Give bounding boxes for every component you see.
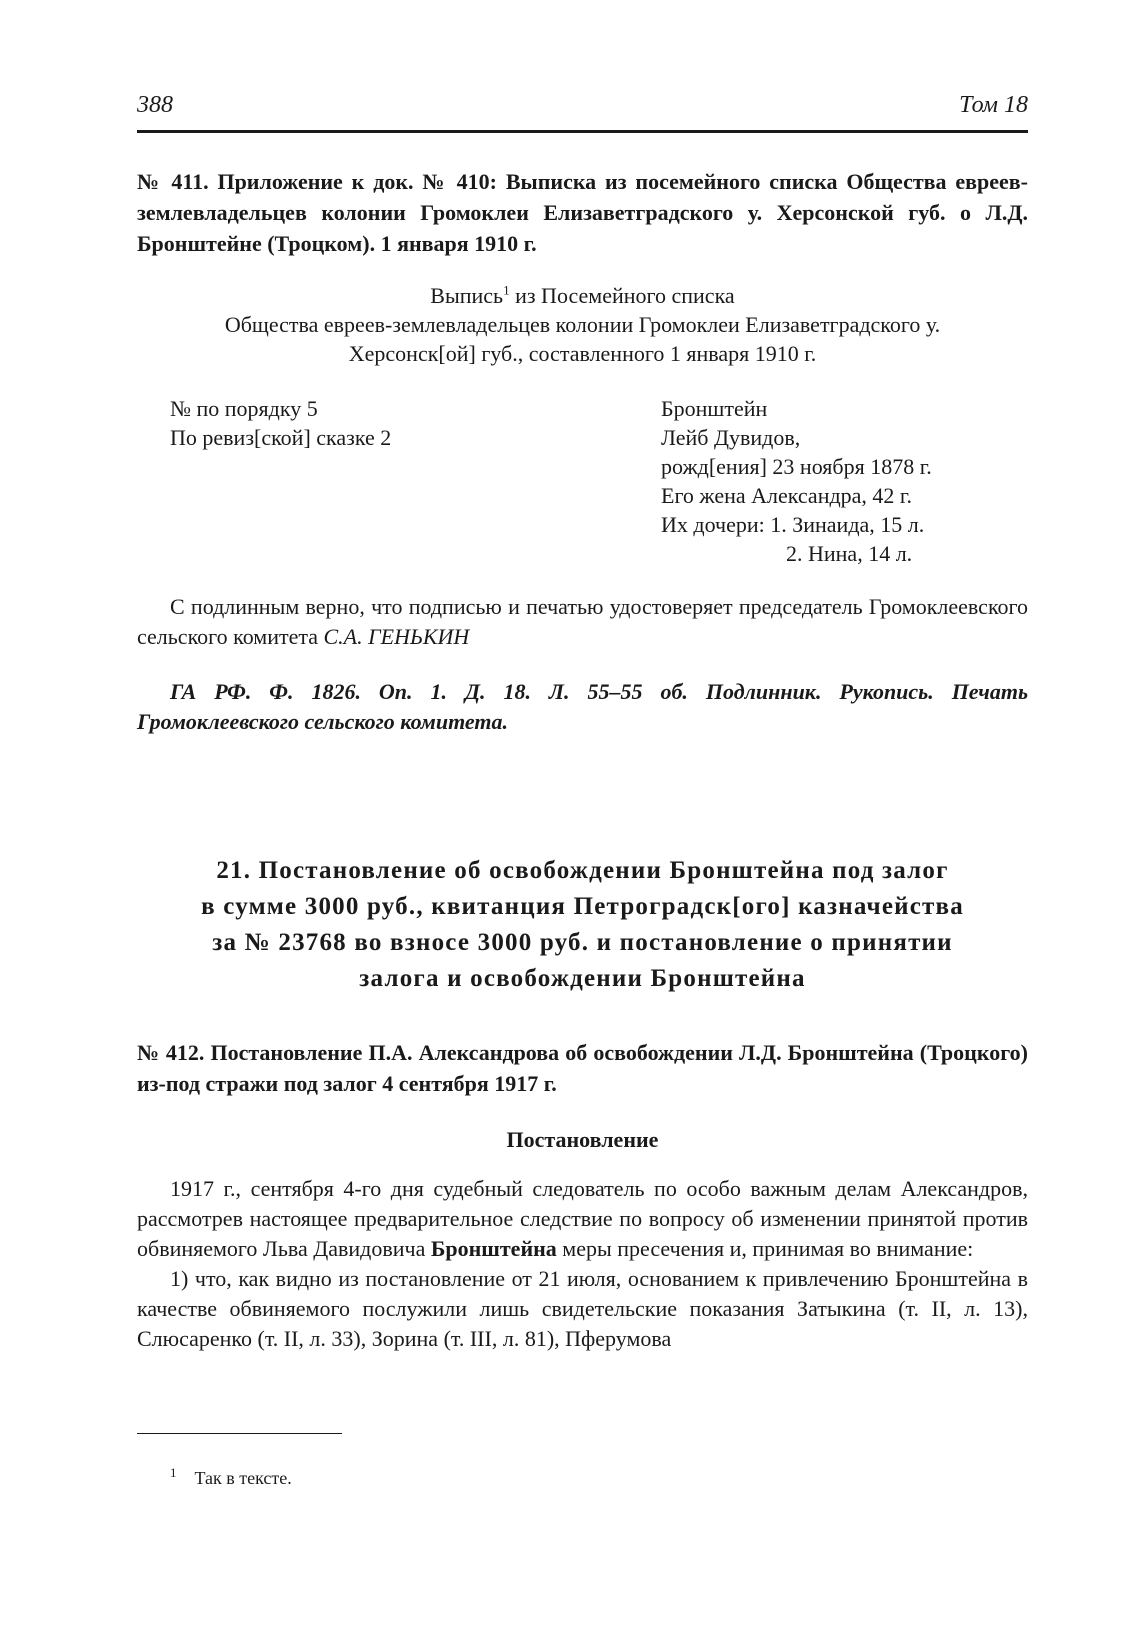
footnote-marker: 1 — [170, 1465, 177, 1480]
paragraph: 1) что, как видно из постановление от 21 июля, основанием к привлечению Бронштейна в качестве обвиняемого послужили лишь свидетельские показания Затыкина (т. II, л. 13), Слюсаренко (т. II, л. 33), Зорина (т. III, л. 81), Пферумова — [137, 1266, 1028, 1351]
doc-411-heading-line-2: Общества евреев-землевладельцев колонии Громоклеи Елизаветградского у. — [224, 312, 941, 337]
register-wife: Его жена Александра, 42 г. — [661, 483, 912, 508]
register-left-column — [170, 394, 391, 452]
footnote-ref: 1 — [503, 282, 510, 298]
section-title-line: в сумме 3000 руб., квитанция Петроградск[ого] казначейства — [201, 893, 964, 920]
doc-412-subheading: Постановление — [506, 1127, 659, 1152]
doc-411-heading — [137, 281, 1028, 368]
section-title-line: 21. Постановление об освобождении Бронштейна под залог — [216, 857, 949, 884]
register-daughter-2: 2. Нина, 14 л. — [786, 541, 913, 566]
doc-411-heading-line-1: Выпись$^1$ из Посемейного списка — [430, 282, 735, 308]
section-title-line: залога и освобождении Бронштейна — [359, 965, 806, 992]
register-name: Лейб Дувидов, — [661, 425, 801, 450]
register-surname: Бронштейн — [661, 396, 768, 421]
signer-name: С.А. ГЕНЬКИН — [323, 624, 470, 649]
doc-411-title: № 411. Приложение к док. № 410: Выписка из посемейного списка Общества евреев-землевладельцев колонии Громоклеи Елизаветградского у. Херсонской губ. о Л.Д. Бронштейне (Троцком). 1 января 1910 г. — [137, 169, 1028, 256]
bold-name: Бронштейна — [430, 1236, 557, 1261]
doc-412-body — [137, 1174, 1028, 1354]
doc-411-source: ГА РФ. Ф. 1826. Оп. 1. Д. 18. Л. 55–55 об. Подлинник. Рукопись. Печать Громоклеевского сельского комитета. — [137, 679, 1028, 734]
doc-411-certification: С подлинным верно, что подписью и печатью удостоверяет председатель Громоклеевского сельского комитета С.А. ГЕНЬКИН — [137, 594, 1028, 649]
section-title-line: за № 23768 во взносе 3000 руб. и постановление о принятии — [212, 929, 953, 956]
page-number: 388 — [137, 92, 173, 118]
footnote-text: Так в тексте. — [194, 1468, 292, 1488]
footnote-rule — [137, 1433, 342, 1434]
register-revision-number: По ревиз[ской] сказке 2 — [170, 425, 392, 450]
section-21-title — [137, 853, 1028, 997]
header-rule — [137, 130, 1028, 133]
register-daughter-1: Их дочери: 1. Зинаида, 15 л. — [661, 512, 925, 537]
volume-label: Том 18 — [959, 92, 1028, 118]
register-right-column — [661, 394, 932, 568]
register-birth: рожд[ения] 23 ноября 1878 г. — [661, 454, 932, 479]
doc-411-heading-line-3: Херсонск[ой] губ., составленного 1 января 1910 г. — [348, 341, 817, 366]
paragraph: 1917 г., сентября 4-го дня судебный следователь по особо важным делам Александров, рассмотрев настоящее предварительное следствие по вопросу об изменении принятой против обвиняемого Льва Давидовича Бронштейна меры пресечения и, принимая во внимание: — [137, 1176, 1028, 1261]
register-order-number: № по порядку 5 — [170, 396, 318, 421]
footnote — [170, 1465, 292, 1489]
doc-412-title: № 412. Постановление П.А. Александрова об освобождении Л.Д. Бронштейна (Троцкого) из-под стражи под залог 4 сентября 1917 г. — [137, 1040, 1028, 1096]
